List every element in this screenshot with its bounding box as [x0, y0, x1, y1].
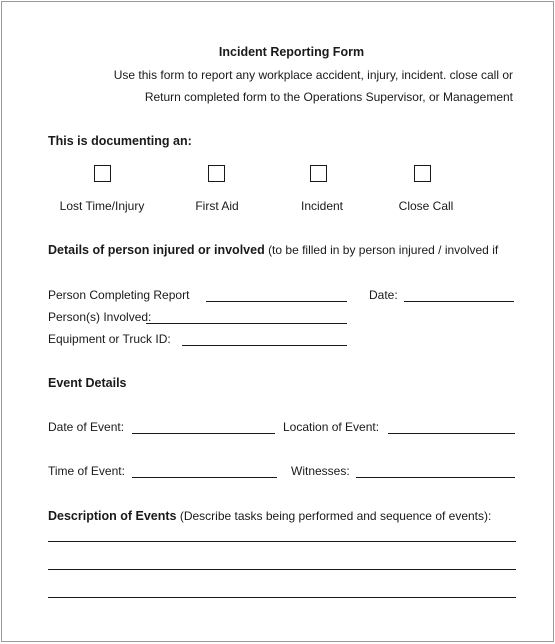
option-label-close-call: Close Call: [398, 199, 454, 213]
time-of-event-label: Time of Event:: [48, 464, 125, 478]
details-note: (to be filled in by person injured / involved if: [268, 243, 499, 257]
description-note: (Describe tasks being performed and sequence of events):: [179, 509, 492, 523]
witnesses-field[interactable]: [356, 477, 515, 478]
description-heading-row: [48, 509, 491, 523]
form-title: Incident Reporting Form: [218, 45, 365, 59]
option-label-incident: Incident: [300, 199, 344, 213]
equipment-label: Equipment or Truck ID:: [48, 332, 171, 346]
intro-line-2: Return completed form to the Operations Supervisor, or Management: [144, 90, 513, 104]
date-of-event-label: Date of Event:: [48, 420, 125, 434]
date-label: Date:: [369, 288, 398, 302]
location-of-event-label: Location of Event:: [283, 420, 380, 434]
incident-report-form: [1, 1, 554, 642]
event-heading: Event Details: [48, 376, 127, 390]
documenting-heading: This is documenting an:: [48, 134, 192, 148]
description-heading: Description of Events: [48, 509, 177, 523]
details-heading: Details of person injured or involved: [48, 243, 265, 257]
details-heading-row: [48, 243, 498, 257]
persons-involved-label: Person(s) Involved:: [48, 310, 152, 324]
date-of-event-field[interactable]: [132, 433, 275, 434]
intro-line-1: Use this form to report any workplace accident, injury, incident. close call or: [113, 68, 513, 82]
description-line-3[interactable]: [48, 597, 516, 598]
checkbox-lost-time-injury[interactable]: [94, 165, 111, 182]
equipment-field[interactable]: [182, 345, 347, 346]
location-of-event-field[interactable]: [388, 433, 515, 434]
person-completing-label: Person Completing Report: [48, 288, 190, 302]
description-line-1[interactable]: [48, 541, 516, 542]
option-label-lost-time-injury: Lost Time/Injury: [59, 199, 145, 213]
persons-involved-field[interactable]: [146, 323, 347, 324]
option-label-first-aid: First Aid: [195, 199, 239, 213]
checkbox-first-aid[interactable]: [208, 165, 225, 182]
date-field[interactable]: [404, 301, 514, 302]
checkbox-incident[interactable]: [310, 165, 327, 182]
checkbox-close-call[interactable]: [414, 165, 431, 182]
time-of-event-field[interactable]: [132, 477, 277, 478]
person-completing-field[interactable]: [206, 301, 347, 302]
description-line-2[interactable]: [48, 569, 516, 570]
witnesses-label: Witnesses:: [291, 464, 350, 478]
